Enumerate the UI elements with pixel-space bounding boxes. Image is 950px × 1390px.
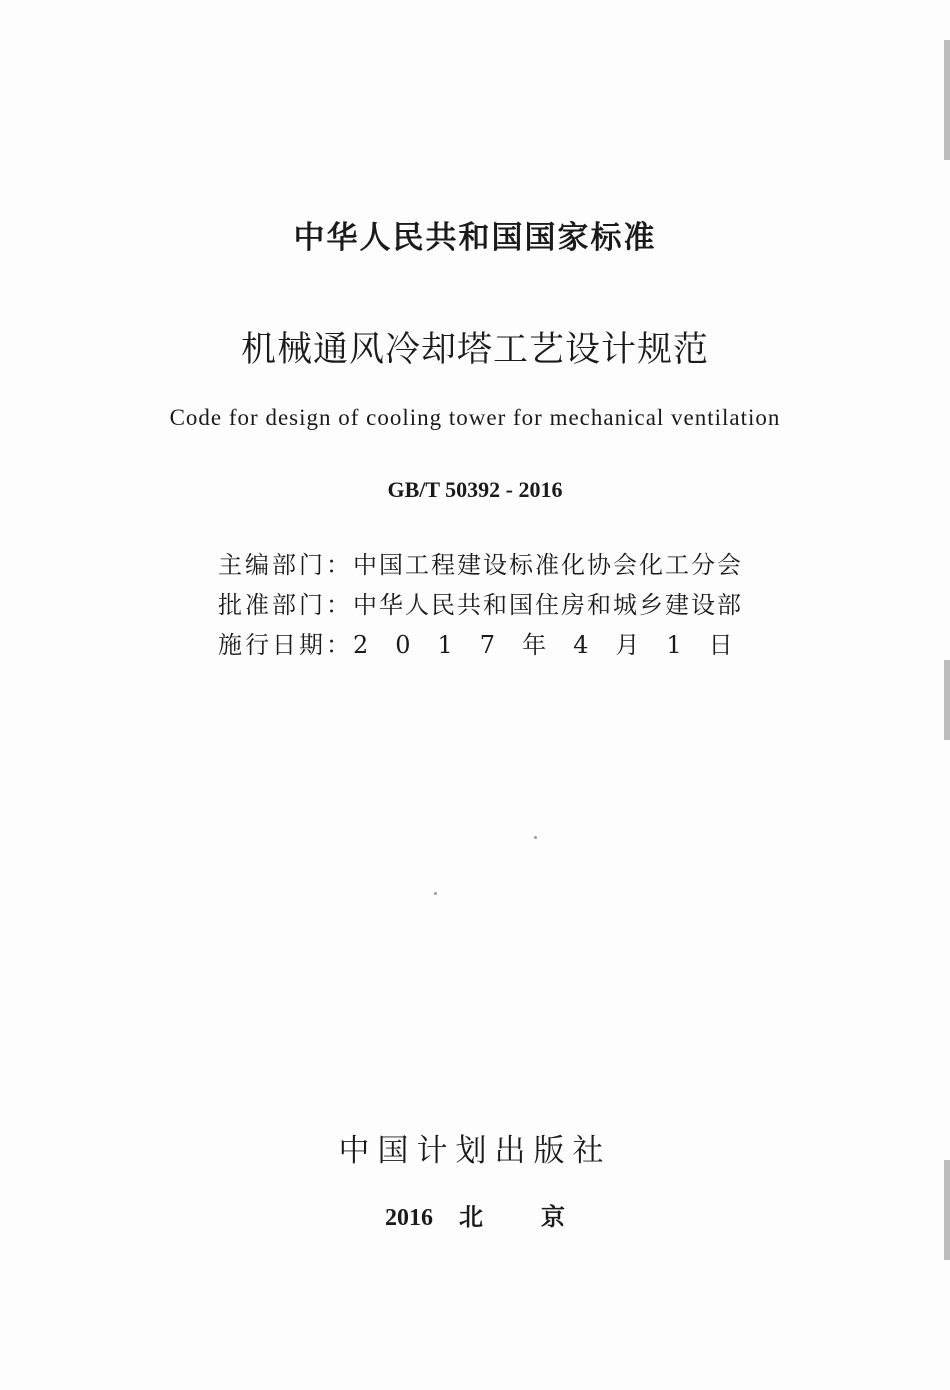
imprint-year: 2016 [385,1205,433,1231]
document-title-chinese: 机械通风冷却塔工艺设计规范 [240,330,709,370]
editor-department-label: 主编部门： [218,551,353,579]
approval-department-value: 中华人民共和国住房和城乡建设部 [353,591,743,619]
standard-series-label: 中华人民共和国国家标准 [293,220,657,256]
document-metadata [218,545,778,665]
approval-department-label: 批准部门： [218,591,353,619]
document-title-english: Code for design of cooling tower for mechanical ventilation [169,405,781,430]
effective-date-label: 施行日期： [218,631,353,659]
scan-edge-mark [944,660,950,740]
standard-number: GB/T 50392 - 2016 [387,477,563,502]
effective-date-value: 2017年4月1日 [353,631,760,659]
effective-date-row [218,625,778,665]
imprint-city-char-1: 北 [459,1202,483,1231]
scan-speck [434,892,437,895]
imprint-city-char-2: 京 [541,1202,565,1231]
editor-department-value: 中国工程建设标准化协会化工分会 [353,551,743,579]
approval-department-row [218,585,778,625]
scan-edge-mark [944,40,950,160]
scan-speck [534,836,537,839]
publisher-name: 中国计划出版社 [338,1133,612,1169]
editor-department-row [218,545,778,585]
imprint-line [0,1197,950,1232]
